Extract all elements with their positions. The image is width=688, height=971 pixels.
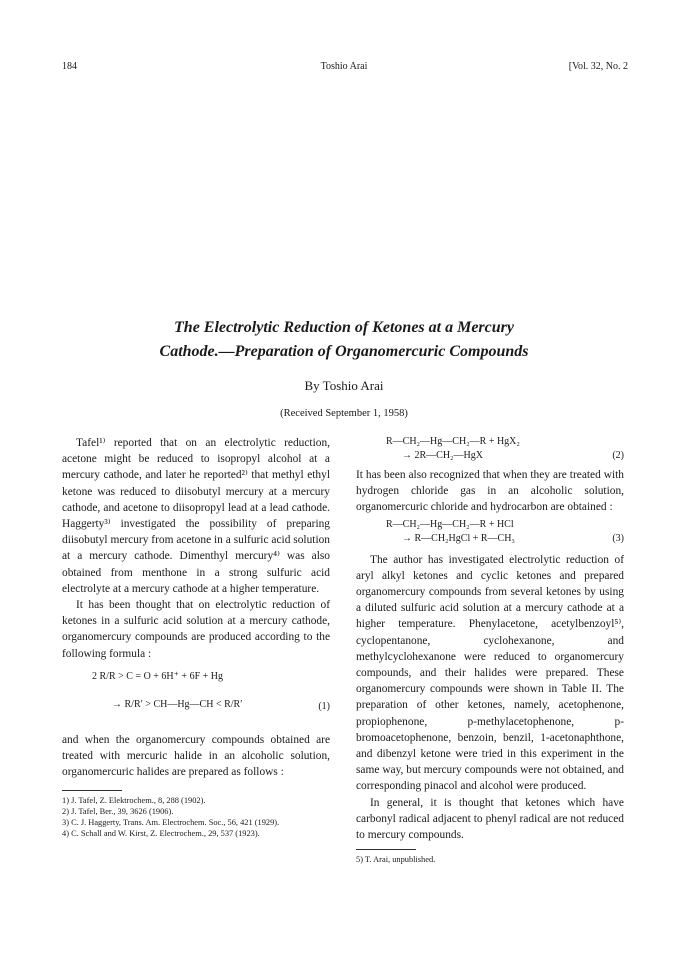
footnote-rule (356, 849, 416, 850)
right-column (356, 435, 624, 865)
received-date: (Received September 1, 1958) (280, 408, 408, 419)
equation-3 (356, 518, 624, 548)
footnotes (356, 854, 624, 865)
footnote: 2) J. Tafel, Ber., 39, 3626 (1906). (62, 807, 174, 817)
page-number: 184 (62, 61, 77, 72)
equation-2-line-2: → 2R—CH₂—HgX (402, 450, 483, 461)
equation-number: (2) (612, 450, 624, 461)
footnote: 3) C. J. Haggerty, Trans. Am. Electrochem. Soc., 56, 421 (1929). (62, 818, 280, 828)
running-header-author: Toshio Arai (320, 61, 368, 72)
running-header-volume: [Vol. 32, No. 2 (568, 61, 628, 72)
byline: By Toshio Arai (304, 378, 384, 393)
equation-1 (92, 670, 330, 728)
paragraph: The author has investigated electrolytic reduction of aryl alkyl ketones and cyclic ketones and prepared organomercury compounds from several ketones by using a diluted sulfuric acid solution at a mercury cathode at a higher temperature. Phenylacetone, acetylbenzoyl⁵⁾, cyclopentanone, cyclohexanone, and methylcyclohexanone were reduced to organomercury compounds, and their halides were prepared. These organomercury compounds were shown in Table II. The preparation of other ketones, namely, acetophenone, propiophenone, p-methylacetophenone, p-bromoacetophenone, benzoin, benzil, 1-acetonaphthone, and dibenzyl ketone were tried in this experiment in the same way, but mercury compounds were not obtained, and corresponding pinacol and alcohol were produced. (356, 553, 624, 793)
equation-1-line-2: → R/R′ > CH—Hg—CH < R/R′ (112, 698, 243, 710)
footnote: 5) T. Arai, unpublished. (356, 855, 436, 865)
equation-1-line-1: 2 R/R > C = O + 6H⁺ + 6F + Hg (92, 670, 223, 682)
paragraph: and when the organomercury compounds obtained are treated with mercuric halide in an alcoholic solution, organomercuric halides are prepared as follows : (62, 733, 330, 779)
left-column (62, 435, 330, 839)
footnote: 4) C. Schall and W. Kirst, Z. Electrochem., 29, 537 (1923). (62, 829, 260, 839)
equation-number: (1) (318, 700, 330, 712)
paper-title-line-2: Cathode.—Preparation of Organomercuric Compounds (159, 343, 529, 360)
paper-title-line-1: The Electrolytic Reduction of Ketones at a Mercury (174, 319, 514, 336)
equation-2 (356, 435, 624, 465)
footnote-rule (62, 790, 122, 791)
paragraph: In general, it is thought that ketones which have carbonyl radical adjacent to phenyl radical are not reduced to mercury compounds. (356, 796, 624, 842)
footnotes (62, 795, 330, 839)
equation-3-line-2: → R—CH₂HgCl + R—CH₃ (402, 532, 515, 544)
equation-3-line-1: R—CH₂—Hg—CH₂—R + HCl (386, 518, 514, 530)
paragraph: It has been thought that on electrolytic reduction of ketones in a sulfuric acid solution at a mercury cathode, organomercury compounds are produced according to the following formula : (62, 599, 330, 660)
equation-number: (3) (612, 532, 624, 544)
equation-2-line-1: R—CH₂—Hg—CH₂—R + HgX₂ (386, 436, 520, 447)
paragraph: Tafel¹⁾ reported that on an electrolytic reduction, acetone might be reduced to isopropyl alcohol at a mercury cathode, and later he reported²⁾ that methyl ethyl ketone was reduced to diisobutyl mercury at a mercury cathode, and acetone to diisopropyl lead at a lead cathode. Haggerty³⁾ investigated the possibility of preparing diisobutyl mercury from acetone in a sulfuric acid solution at a mercury cathode. Dimenthyl mercury⁴⁾ was also obtained from menthone in a strong sulfuric acid electrolyte at a mercury cathode at a higher temperature. (62, 437, 330, 595)
footnote: 1) J. Tafel, Z. Elektrochem., 8, 288 (1902). (62, 796, 206, 806)
paragraph: It has been also recognized that when they are treated with hydrogen chloride gas in an alcoholic solution, organomercuric chloride and hydrocarbon are obtained : (356, 469, 624, 514)
